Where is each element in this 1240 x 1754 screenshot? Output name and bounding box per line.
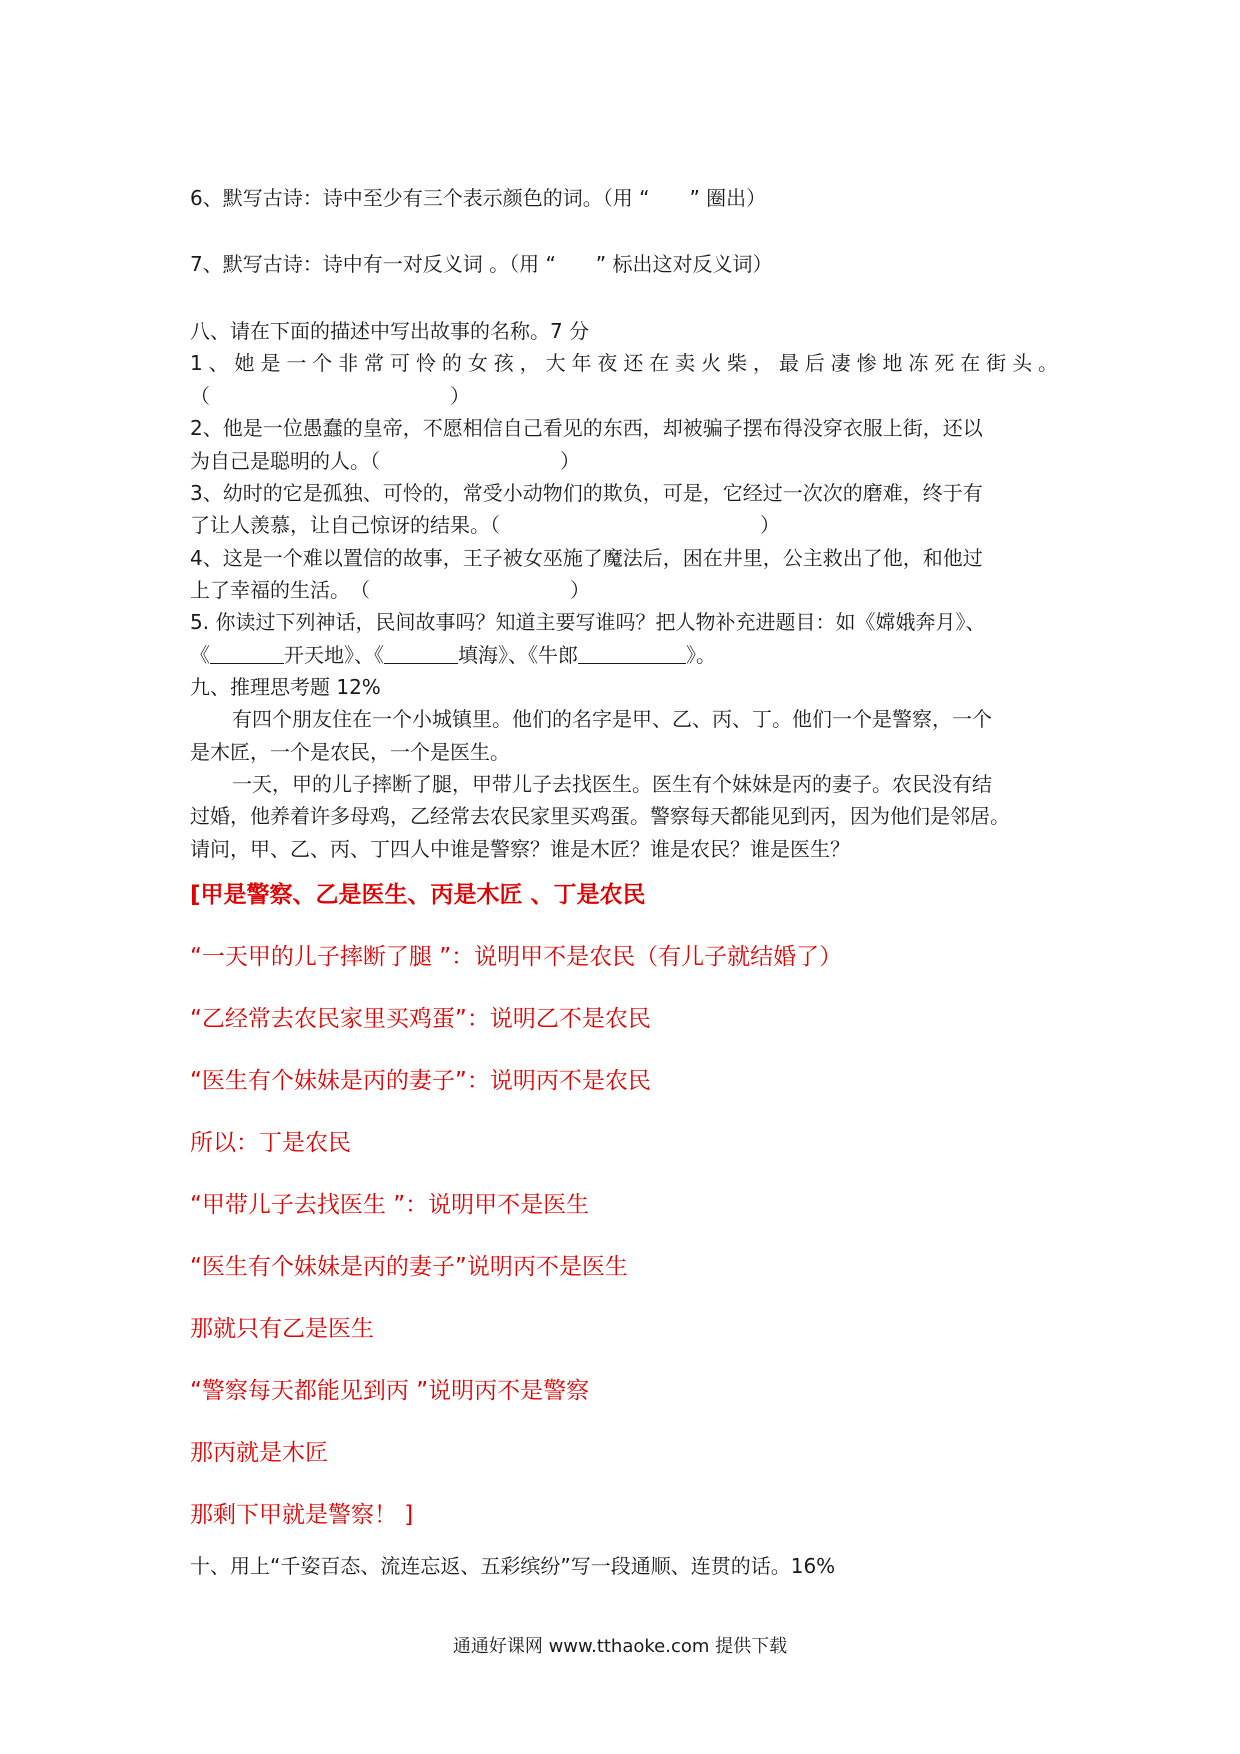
section-8-item-4: 4、这是一个难以置信的故事，王子被女巫施了魔法后，困在井里，公主救出了他，和他过 xyxy=(190,546,983,570)
section-8-item-5-blanks xyxy=(190,640,716,670)
fill-blank xyxy=(210,641,284,664)
answer-reason-9: 那丙就是木匠 xyxy=(190,1440,328,1466)
section-9-para-1-cont: 是木匠，一个是农民，一个是医生。 xyxy=(190,740,510,764)
section-8-item-2-cont: 为自己是聪明的人。（ ） xyxy=(190,449,580,473)
section-9-para-2-cont: 过婚，他养着许多母鸡，乙经常去农民家里买鸡蛋。警察每天都能见到丙，因为他们是邻居。 xyxy=(190,804,1010,828)
answer-reason-7: 那就只有乙是医生 xyxy=(190,1316,374,1342)
answer-reason-3: “医生有个妹妹是丙的妻子”：说明丙不是农民 xyxy=(190,1068,651,1094)
item-5-text-4: 》。 xyxy=(686,643,716,667)
item-5-text-1: 《 xyxy=(190,643,210,667)
answer-reason-4: 所以：丁是农民 xyxy=(190,1130,351,1156)
section-9-para-1: 有四个朋友住在一个小城镇里。他们的名字是甲、乙、丙、丁。他们一个是警察，一个 xyxy=(232,707,992,731)
answer-reason-10: 那剩下甲就是警察！ ] xyxy=(190,1502,414,1528)
fill-blank xyxy=(578,641,686,664)
answer-reason-5: “甲带儿子去找医生 ”：说明甲不是医生 xyxy=(190,1192,590,1218)
section-9-heading: 九、推理思考题 12% xyxy=(190,675,381,699)
section-8-heading: 八、请在下面的描述中写出故事的名称。7 分 xyxy=(190,319,590,343)
item-5-text-2: 开天地》、《 xyxy=(284,643,384,667)
section-8-item-3-cont: 了让人羡慕，让自己惊讶的结果。（ ） xyxy=(190,513,780,537)
section-8-item-4-cont: 上了幸福的生活。 （ ） xyxy=(190,578,590,602)
answer-reason-8: “警察每天都能见到丙 ”说明丙不是警察 xyxy=(190,1378,590,1404)
answer-reason-2: “乙经常去农民家里买鸡蛋”：说明乙不是农民 xyxy=(190,1006,651,1032)
answer-reason-6: “医生有个妹妹是丙的妻子”说明丙不是医生 xyxy=(190,1254,628,1280)
question-7: 7、默写古诗：诗中有一对反义词 。（用 “ ” 标出这对反义词） xyxy=(190,252,773,276)
page-footer: 通通好课网 www.tthaoke.com 提供下载 xyxy=(452,1636,788,1657)
fill-blank xyxy=(384,641,458,664)
item-5-text-3: 填海》、《牛郎 xyxy=(458,643,578,667)
section-8-item-1-answer: （ ） xyxy=(190,384,470,408)
section-9-question: 请问，甲、乙、丙、丁四人中谁是警察？谁是木匠？谁是农民？谁是医生？ xyxy=(190,837,850,861)
section-9-para-2: 一天，甲的儿子摔断了腿，甲带儿子去找医生。医生有个妹妹是丙的妻子。农民没有结 xyxy=(232,772,992,796)
section-8-item-5: 5. 你读过下列神话，民间故事吗？知道主要写谁吗？把人物补充进题目：如《嫦娥奔月》、 xyxy=(190,610,986,634)
section-10-heading: 十、用上“千姿百态、流连忘返、五彩缤纷”写一段通顺、连贯的话。16% xyxy=(190,1554,836,1578)
section-8-item-3: 3、幼时的它是孤独、可怜的，常受小动物们的欺负，可是，它经过一次次的磨难，终于有 xyxy=(190,481,983,505)
section-8-item-2: 2、他是一位愚蠢的皇帝，不愿相信自己看见的东西，却被骗子摆布得没穿衣服上街，还以 xyxy=(190,416,983,440)
question-6: 6、默写古诗：诗中至少有三个表示颜色的词。（用 “ ” 圈出） xyxy=(190,186,767,210)
answer-summary: [甲是警察、乙是医生、丙是木匠 、丁是农民 xyxy=(190,882,646,908)
section-8-item-1: 1、她是一个非常可怜的女孩，大年夜还在卖火柴，最后凄惨地冻死在街头。 xyxy=(190,351,1058,375)
answer-reason-1: “一天甲的儿子摔断了腿 ”：说明甲不是农民（有儿子就结婚了） xyxy=(190,944,843,970)
